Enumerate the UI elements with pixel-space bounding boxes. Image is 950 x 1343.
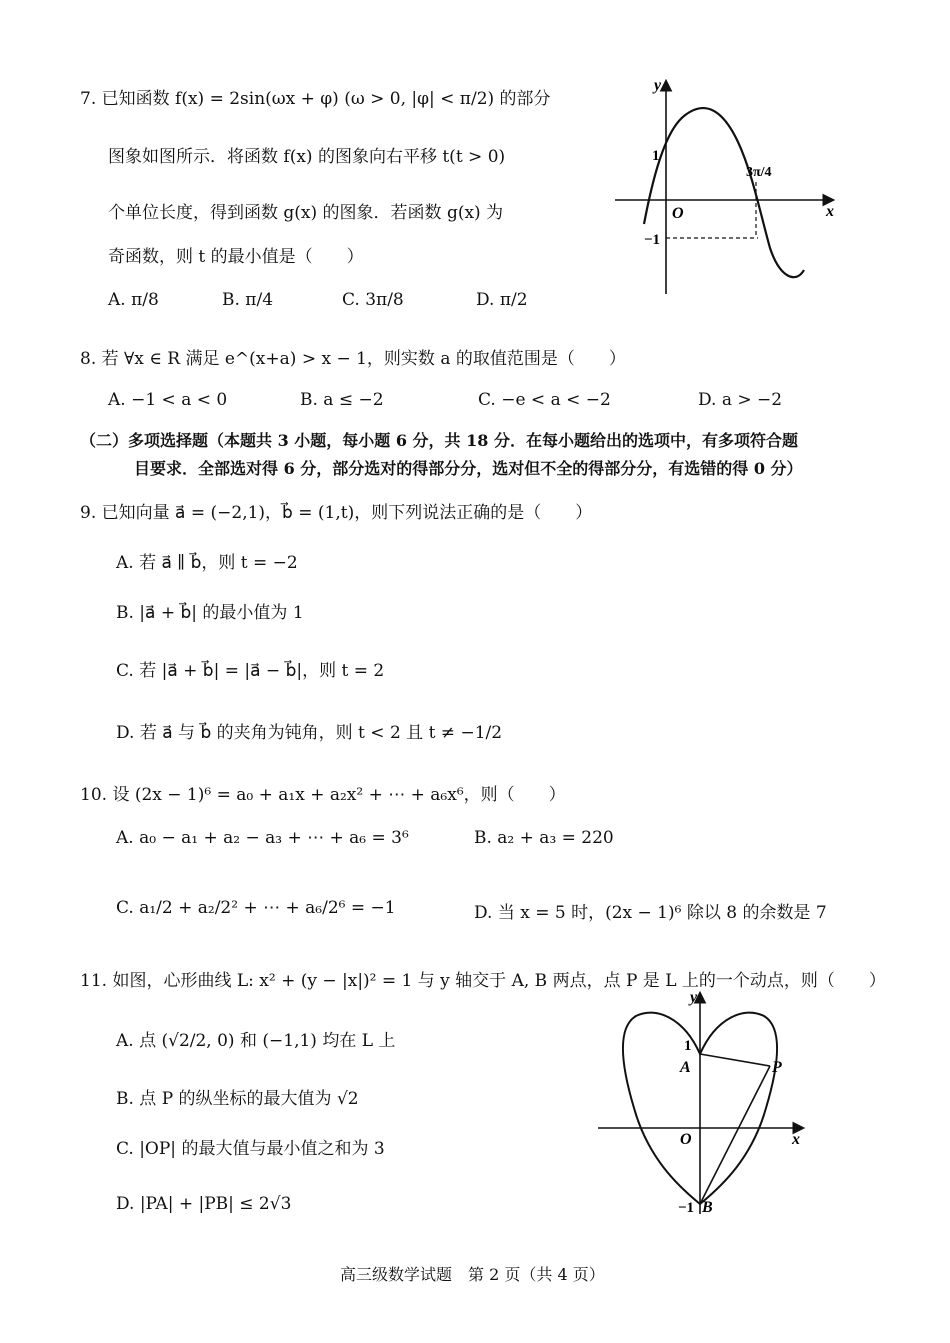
q7-sine-graph — [600, 72, 840, 302]
q7-x-label: x — [826, 203, 834, 220]
q8-stem: 8. 若 ∀x ∈ R 满足 e^(x+a) > x − 1，则实数 a 的取值范围是（ ） — [80, 349, 626, 369]
q11-label-a: A — [680, 1059, 691, 1076]
q11-segment-pb — [700, 1066, 770, 1204]
q11-segment-pa — [700, 1054, 770, 1066]
q11-tick-1: 1 — [684, 1038, 692, 1054]
q11-x-label: x — [792, 1131, 800, 1148]
q7-y-label: y — [654, 77, 662, 94]
q7-tick-neg1: −1 — [644, 232, 661, 248]
q9-option-d[interactable]: D. 若 a⃗ 与 b⃗ 的夹角为钝角，则 t < 2 且 t ≠ −1/2 — [116, 723, 503, 743]
q8-option-d[interactable]: D. a > −2 — [698, 390, 783, 410]
q7-tick-1: 1 — [652, 148, 660, 164]
q8-option-b[interactable]: B. a ≤ −2 — [300, 390, 384, 410]
q11-label-p: P — [772, 1059, 782, 1076]
q11-origin-label: O — [680, 1131, 692, 1148]
q7-origin-label: O — [672, 205, 684, 222]
q7-tick-3pi4: 3π/4 — [746, 165, 772, 180]
q11-option-d[interactable]: D. |PA| + |PB| ≤ 2√3 — [116, 1194, 292, 1214]
q9-option-b[interactable]: B. |a⃗ + b⃗| 的最小值为 1 — [116, 603, 304, 623]
q7-stem-line4: 奇函数，则 t 的最小值是（ ） — [108, 247, 364, 267]
q9-option-c[interactable]: C. 若 |a⃗ + b⃗| = |a⃗ − b⃗|，则 t = 2 — [116, 661, 385, 681]
q7-stem-line1: 7. 已知函数 f(x) = 2sin(ωx + φ) (ω > 0, |φ| < π/2) 的部分 — [80, 89, 551, 109]
q11-label-b: B — [702, 1199, 713, 1216]
q9-option-a[interactable]: A. 若 a⃗ ∥ b⃗，则 t = −2 — [116, 553, 298, 573]
q10-stem: 10. 设 (2x − 1)⁶ = a₀ + a₁x + a₂x² + ⋯ + a₆x⁶，则（ ） — [80, 785, 566, 805]
q11-option-b[interactable]: B. 点 P 的纵坐标的最大值为 √2 — [116, 1089, 359, 1109]
q8-option-c[interactable]: C. −e < a < −2 — [478, 390, 611, 410]
q7-option-b[interactable]: B. π/4 — [222, 290, 274, 310]
q7-sine-curve — [644, 108, 804, 277]
q11-y-label: y — [690, 989, 698, 1006]
section2-heading-line2: 目要求．全部选对得 6 分，部分选对的得部分分，选对但不全的得部分分，有选错的得 0 分） — [134, 459, 803, 478]
q11-option-c[interactable]: C. |OP| 的最大值与最小值之和为 3 — [116, 1139, 385, 1159]
q10-option-d[interactable]: D. 当 x = 5 时，(2x − 1)⁶ 除以 8 的余数是 7 — [474, 903, 827, 923]
q11-option-a[interactable]: A. 点 (√2/2, 0) 和 (−1,1) 均在 L 上 — [116, 1031, 396, 1051]
q7-option-d[interactable]: D. π/2 — [476, 290, 528, 310]
q11-tick-neg1: −1 — [678, 1200, 695, 1216]
q9-stem: 9. 已知向量 a⃗ = (−2,1)，b⃗ = (1,t)，则下列说法正确的是（ ） — [80, 503, 593, 523]
q10-option-c[interactable]: C. a₁/2 + a₂/2² + ⋯ + a₆/2⁶ = −1 — [116, 898, 396, 918]
q7-option-a[interactable]: A. π/8 — [108, 290, 159, 310]
q7-option-c[interactable]: C. 3π/8 — [342, 290, 404, 310]
q7-stem-line2: 图象如图所示．将函数 f(x) 的图象向右平移 t(t > 0) — [108, 147, 506, 167]
section2-heading-line1: （二）多项选择题（本题共 3 小题，每小题 6 分，共 18 分．在每小题给出的选项中，有多项符合题 — [80, 431, 798, 450]
q10-option-b[interactable]: B. a₂ + a₃ = 220 — [474, 828, 614, 848]
q11-heart-graph — [594, 988, 814, 1218]
q11-stem: 11. 如图，心形曲线 L: x² + (y − |x|)² = 1 与 y 轴交于 A, B 两点，点 P 是 L 上的一个动点，则（ ） — [80, 971, 886, 991]
page-footer: 高三级数学试题 第 2 页（共 4 页） — [340, 1265, 605, 1284]
q10-option-a[interactable]: A. a₀ − a₁ + a₂ − a₃ + ⋯ + a₆ = 3⁶ — [116, 828, 409, 848]
q8-option-a[interactable]: A. −1 < a < 0 — [108, 390, 228, 410]
q7-stem-line3: 个单位长度，得到函数 g(x) 的图象．若函数 g(x) 为 — [108, 203, 504, 223]
